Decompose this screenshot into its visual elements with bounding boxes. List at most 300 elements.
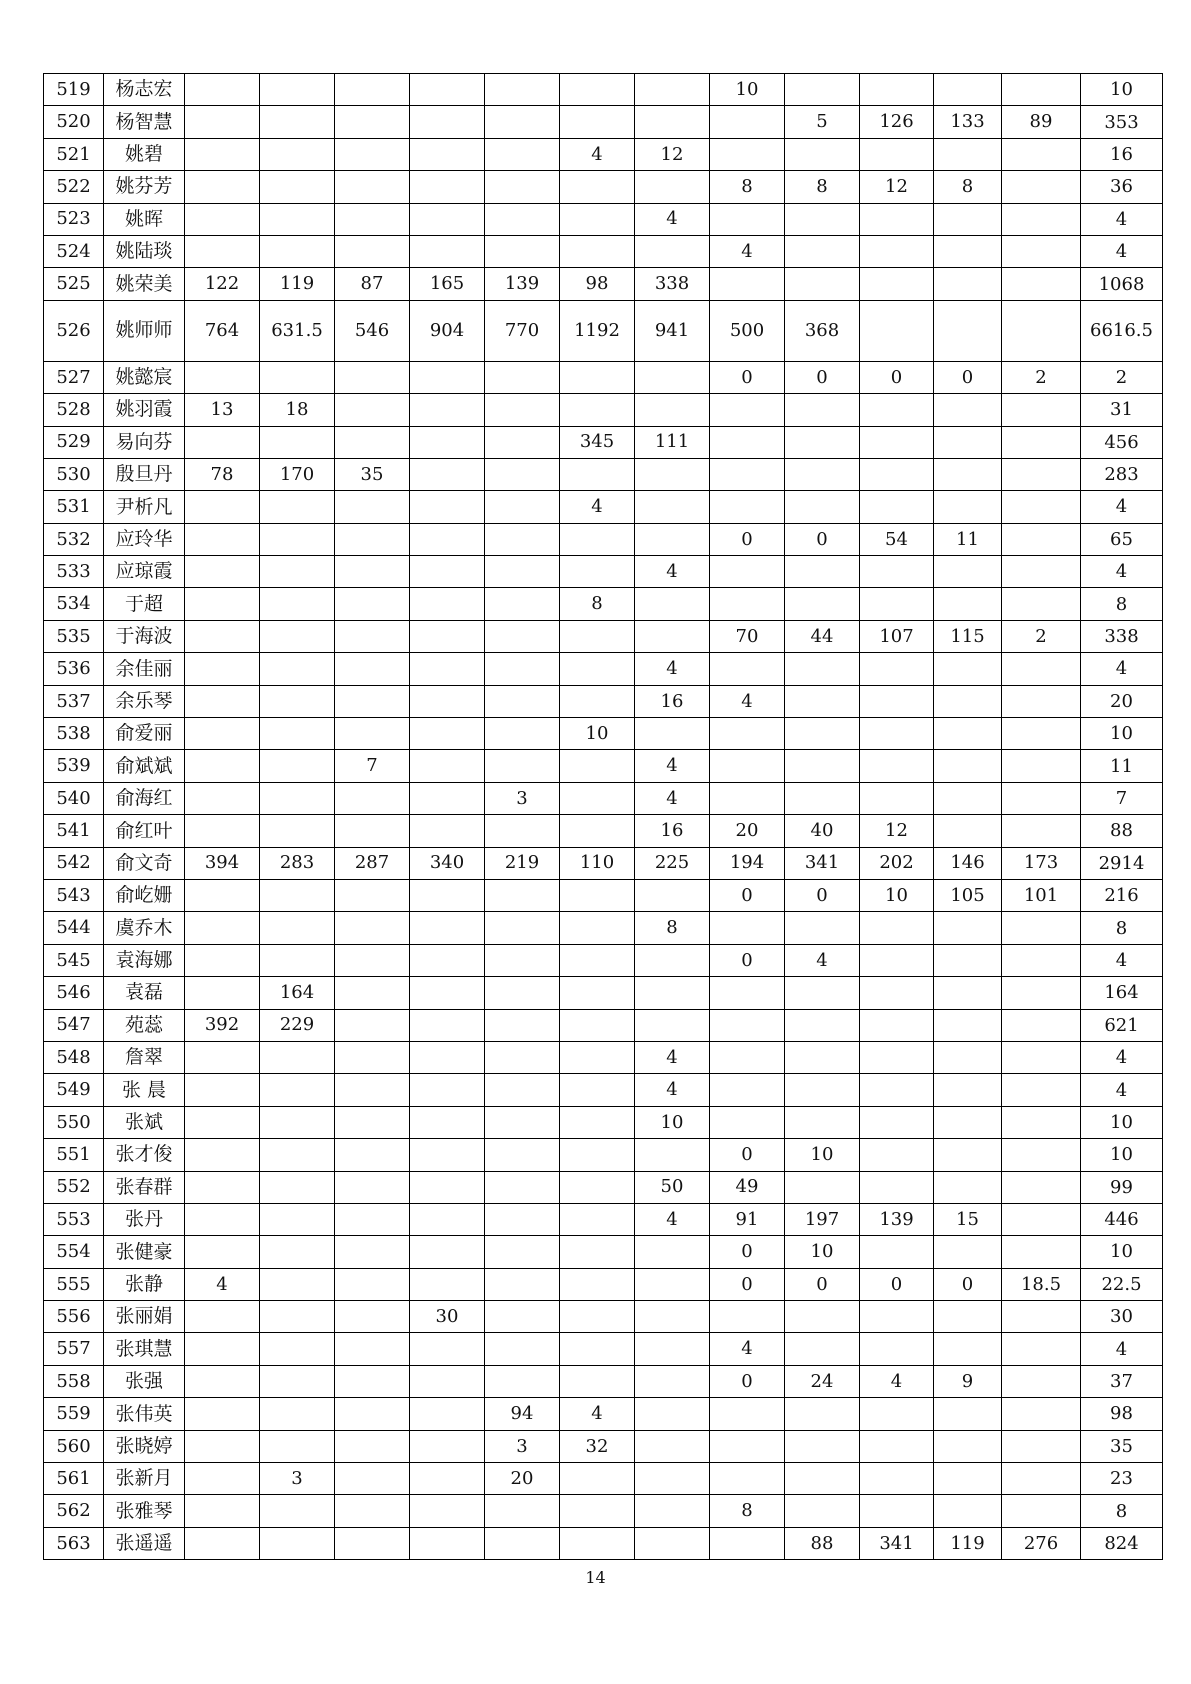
value-cell bbox=[635, 1236, 710, 1268]
value-cell: 133 bbox=[934, 106, 1002, 138]
value-cell bbox=[335, 1398, 410, 1430]
value-cell: 4 bbox=[635, 1203, 710, 1235]
value-cell: 287 bbox=[335, 847, 410, 879]
value-cell bbox=[934, 912, 1002, 944]
value-cell bbox=[785, 782, 860, 814]
value-cell bbox=[785, 750, 860, 782]
value-cell: 368 bbox=[785, 300, 860, 361]
total-cell: 16 bbox=[1081, 138, 1163, 170]
value-cell bbox=[1002, 1236, 1081, 1268]
value-cell bbox=[785, 138, 860, 170]
value-cell bbox=[934, 782, 1002, 814]
value-cell bbox=[860, 588, 934, 620]
value-cell bbox=[335, 74, 410, 106]
value-cell bbox=[635, 1527, 710, 1559]
value-cell: 0 bbox=[710, 1236, 785, 1268]
value-cell: 101 bbox=[1002, 879, 1081, 911]
name-cell: 张 晨 bbox=[104, 1074, 185, 1106]
name-cell: 张丹 bbox=[104, 1203, 185, 1235]
value-cell bbox=[410, 74, 485, 106]
total-cell: 4 bbox=[1081, 1074, 1163, 1106]
value-cell: 4 bbox=[785, 944, 860, 976]
value-cell bbox=[485, 1301, 560, 1333]
value-cell bbox=[785, 1398, 860, 1430]
value-cell bbox=[710, 653, 785, 685]
value-cell bbox=[185, 1365, 260, 1397]
value-cell bbox=[860, 750, 934, 782]
total-cell: 353 bbox=[1081, 106, 1163, 138]
table-row bbox=[44, 1333, 1163, 1365]
value-cell bbox=[785, 912, 860, 944]
value-cell bbox=[260, 1333, 335, 1365]
value-cell bbox=[1002, 138, 1081, 170]
value-cell: 139 bbox=[485, 268, 560, 300]
total-cell: 20 bbox=[1081, 685, 1163, 717]
value-cell bbox=[934, 815, 1002, 847]
value-cell bbox=[485, 718, 560, 750]
value-cell bbox=[860, 1495, 934, 1527]
value-cell bbox=[485, 1203, 560, 1235]
value-cell bbox=[560, 203, 635, 235]
value-cell bbox=[560, 1301, 635, 1333]
value-cell: 0 bbox=[710, 879, 785, 911]
value-cell bbox=[785, 718, 860, 750]
name-cell: 张丽娟 bbox=[104, 1301, 185, 1333]
value-cell bbox=[1002, 426, 1081, 458]
total-cell: 23 bbox=[1081, 1463, 1163, 1495]
row-number-cell: 523 bbox=[44, 203, 104, 235]
table-row bbox=[44, 203, 1163, 235]
value-cell: 16 bbox=[635, 685, 710, 717]
name-cell: 张静 bbox=[104, 1268, 185, 1300]
value-cell bbox=[185, 1333, 260, 1365]
value-cell bbox=[335, 1527, 410, 1559]
value-cell: 8 bbox=[785, 171, 860, 203]
row-number-cell: 549 bbox=[44, 1074, 104, 1106]
total-cell: 37 bbox=[1081, 1365, 1163, 1397]
value-cell bbox=[635, 74, 710, 106]
total-cell: 283 bbox=[1081, 458, 1163, 490]
row-number-cell: 530 bbox=[44, 458, 104, 490]
value-cell bbox=[934, 491, 1002, 523]
total-cell: 10 bbox=[1081, 1236, 1163, 1268]
value-cell bbox=[1002, 1430, 1081, 1462]
value-cell bbox=[260, 1365, 335, 1397]
row-number-cell: 557 bbox=[44, 1333, 104, 1365]
value-cell bbox=[260, 1301, 335, 1333]
value-cell: 202 bbox=[860, 847, 934, 879]
name-cell: 姚碧 bbox=[104, 138, 185, 170]
value-cell bbox=[485, 1139, 560, 1171]
value-cell bbox=[335, 171, 410, 203]
name-cell: 詹翠 bbox=[104, 1041, 185, 1073]
value-cell bbox=[860, 235, 934, 267]
value-cell bbox=[635, 1365, 710, 1397]
value-cell bbox=[860, 1106, 934, 1138]
value-cell bbox=[335, 977, 410, 1009]
total-cell: 36 bbox=[1081, 171, 1163, 203]
value-cell bbox=[335, 523, 410, 555]
value-cell: 40 bbox=[785, 815, 860, 847]
row-number-cell: 554 bbox=[44, 1236, 104, 1268]
value-cell bbox=[710, 556, 785, 588]
value-cell bbox=[485, 458, 560, 490]
row-number-cell: 546 bbox=[44, 977, 104, 1009]
row-number-cell: 552 bbox=[44, 1171, 104, 1203]
value-cell: 119 bbox=[260, 268, 335, 300]
value-cell bbox=[260, 556, 335, 588]
value-cell bbox=[934, 1236, 1002, 1268]
name-cell: 于超 bbox=[104, 588, 185, 620]
value-cell: 4 bbox=[635, 1041, 710, 1073]
value-cell bbox=[185, 556, 260, 588]
table-row bbox=[44, 394, 1163, 426]
table-row bbox=[44, 138, 1163, 170]
total-cell: 11 bbox=[1081, 750, 1163, 782]
table-row bbox=[44, 268, 1163, 300]
value-cell bbox=[1002, 782, 1081, 814]
total-cell: 1068 bbox=[1081, 268, 1163, 300]
value-cell: 276 bbox=[1002, 1527, 1081, 1559]
value-cell bbox=[710, 138, 785, 170]
name-cell: 袁磊 bbox=[104, 977, 185, 1009]
value-cell bbox=[485, 588, 560, 620]
total-cell: 4 bbox=[1081, 653, 1163, 685]
table-row bbox=[44, 653, 1163, 685]
name-cell: 姚师师 bbox=[104, 300, 185, 361]
table-row bbox=[44, 782, 1163, 814]
value-cell bbox=[934, 268, 1002, 300]
value-cell: 18.5 bbox=[1002, 1268, 1081, 1300]
value-cell: 225 bbox=[635, 847, 710, 879]
value-cell bbox=[1002, 1041, 1081, 1073]
value-cell bbox=[335, 1236, 410, 1268]
value-cell bbox=[485, 394, 560, 426]
row-number-cell: 562 bbox=[44, 1495, 104, 1527]
value-cell bbox=[410, 1106, 485, 1138]
value-cell bbox=[335, 685, 410, 717]
value-cell bbox=[560, 1268, 635, 1300]
value-cell bbox=[335, 1074, 410, 1106]
value-cell: 770 bbox=[485, 300, 560, 361]
value-cell bbox=[710, 1074, 785, 1106]
value-cell bbox=[710, 1106, 785, 1138]
name-cell: 张才俊 bbox=[104, 1139, 185, 1171]
value-cell bbox=[185, 685, 260, 717]
value-cell bbox=[335, 491, 410, 523]
value-cell bbox=[710, 782, 785, 814]
row-number-cell: 519 bbox=[44, 74, 104, 106]
value-cell bbox=[860, 426, 934, 458]
value-cell bbox=[635, 491, 710, 523]
value-cell bbox=[485, 944, 560, 976]
row-number-cell: 528 bbox=[44, 394, 104, 426]
value-cell bbox=[635, 361, 710, 393]
row-number-cell: 563 bbox=[44, 1527, 104, 1559]
value-cell bbox=[335, 782, 410, 814]
value-cell bbox=[860, 1009, 934, 1041]
value-cell bbox=[860, 718, 934, 750]
value-cell: 44 bbox=[785, 620, 860, 652]
value-cell bbox=[934, 426, 1002, 458]
value-cell bbox=[410, 203, 485, 235]
value-cell bbox=[260, 718, 335, 750]
value-cell bbox=[335, 653, 410, 685]
value-cell bbox=[335, 588, 410, 620]
row-number-cell: 525 bbox=[44, 268, 104, 300]
value-cell bbox=[635, 1301, 710, 1333]
value-cell bbox=[335, 879, 410, 911]
value-cell bbox=[410, 588, 485, 620]
value-cell bbox=[710, 1430, 785, 1462]
value-cell bbox=[410, 685, 485, 717]
value-cell bbox=[485, 106, 560, 138]
value-cell bbox=[635, 1333, 710, 1365]
value-cell: 904 bbox=[410, 300, 485, 361]
value-cell bbox=[410, 653, 485, 685]
total-cell: 456 bbox=[1081, 426, 1163, 458]
value-cell bbox=[335, 718, 410, 750]
value-cell bbox=[410, 1365, 485, 1397]
value-cell bbox=[560, 1495, 635, 1527]
value-cell bbox=[934, 1139, 1002, 1171]
value-cell bbox=[934, 556, 1002, 588]
value-cell: 4 bbox=[710, 685, 785, 717]
row-number-cell: 538 bbox=[44, 718, 104, 750]
value-cell bbox=[260, 588, 335, 620]
name-cell: 姚晖 bbox=[104, 203, 185, 235]
table-row bbox=[44, 556, 1163, 588]
value-cell bbox=[410, 1041, 485, 1073]
value-cell bbox=[410, 556, 485, 588]
value-cell bbox=[560, 74, 635, 106]
table-row bbox=[44, 171, 1163, 203]
table-row bbox=[44, 1106, 1163, 1138]
name-cell: 姚芬芳 bbox=[104, 171, 185, 203]
total-cell: 4 bbox=[1081, 944, 1163, 976]
value-cell bbox=[410, 977, 485, 1009]
row-number-cell: 531 bbox=[44, 491, 104, 523]
value-cell bbox=[485, 556, 560, 588]
total-cell: 338 bbox=[1081, 620, 1163, 652]
value-cell bbox=[560, 235, 635, 267]
value-cell bbox=[560, 1074, 635, 1106]
total-cell: 164 bbox=[1081, 977, 1163, 1009]
value-cell: 8 bbox=[934, 171, 1002, 203]
value-cell bbox=[260, 203, 335, 235]
name-cell: 杨智慧 bbox=[104, 106, 185, 138]
value-cell bbox=[860, 1463, 934, 1495]
value-cell bbox=[1002, 1463, 1081, 1495]
value-cell bbox=[1002, 523, 1081, 555]
value-cell bbox=[860, 1398, 934, 1430]
row-number-cell: 547 bbox=[44, 1009, 104, 1041]
value-cell bbox=[1002, 74, 1081, 106]
name-cell: 俞屹姗 bbox=[104, 879, 185, 911]
value-cell bbox=[410, 1430, 485, 1462]
value-cell bbox=[485, 1365, 560, 1397]
value-cell bbox=[485, 1171, 560, 1203]
total-cell: 446 bbox=[1081, 1203, 1163, 1235]
value-cell bbox=[785, 653, 860, 685]
value-cell: 87 bbox=[335, 268, 410, 300]
value-cell: 11 bbox=[934, 523, 1002, 555]
value-cell: 0 bbox=[710, 1268, 785, 1300]
value-cell bbox=[934, 1495, 1002, 1527]
value-cell bbox=[860, 203, 934, 235]
value-cell bbox=[485, 235, 560, 267]
value-cell bbox=[635, 588, 710, 620]
value-cell bbox=[1002, 300, 1081, 361]
value-cell bbox=[635, 523, 710, 555]
value-cell: 15 bbox=[934, 1203, 1002, 1235]
value-cell bbox=[485, 491, 560, 523]
value-cell bbox=[860, 394, 934, 426]
value-cell bbox=[635, 620, 710, 652]
value-cell bbox=[260, 1041, 335, 1073]
row-number-cell: 558 bbox=[44, 1365, 104, 1397]
value-cell bbox=[560, 977, 635, 1009]
name-cell: 易向芬 bbox=[104, 426, 185, 458]
value-cell bbox=[485, 426, 560, 458]
value-cell bbox=[1002, 1009, 1081, 1041]
value-cell bbox=[1002, 1106, 1081, 1138]
name-cell: 俞爱丽 bbox=[104, 718, 185, 750]
value-cell bbox=[260, 235, 335, 267]
value-cell bbox=[560, 1333, 635, 1365]
table-row bbox=[44, 847, 1163, 879]
value-cell bbox=[1002, 1171, 1081, 1203]
value-cell bbox=[260, 653, 335, 685]
value-cell bbox=[335, 1139, 410, 1171]
row-number-cell: 545 bbox=[44, 944, 104, 976]
value-cell bbox=[185, 491, 260, 523]
row-number-cell: 533 bbox=[44, 556, 104, 588]
name-cell: 于海波 bbox=[104, 620, 185, 652]
value-cell bbox=[410, 235, 485, 267]
row-number-cell: 560 bbox=[44, 1430, 104, 1462]
value-cell bbox=[710, 588, 785, 620]
row-number-cell: 536 bbox=[44, 653, 104, 685]
table-row bbox=[44, 106, 1163, 138]
value-cell bbox=[785, 458, 860, 490]
name-cell: 俞海红 bbox=[104, 782, 185, 814]
value-cell: 4 bbox=[560, 138, 635, 170]
value-cell bbox=[260, 1398, 335, 1430]
value-cell bbox=[485, 203, 560, 235]
row-number-cell: 526 bbox=[44, 300, 104, 361]
row-number-cell: 542 bbox=[44, 847, 104, 879]
value-cell bbox=[934, 1009, 1002, 1041]
value-cell bbox=[785, 556, 860, 588]
value-cell bbox=[260, 815, 335, 847]
value-cell bbox=[410, 138, 485, 170]
value-cell bbox=[560, 815, 635, 847]
value-cell: 4 bbox=[635, 750, 710, 782]
table-row bbox=[44, 1365, 1163, 1397]
value-cell bbox=[185, 620, 260, 652]
value-cell bbox=[410, 912, 485, 944]
value-cell bbox=[1002, 912, 1081, 944]
value-cell bbox=[860, 1333, 934, 1365]
value-cell bbox=[860, 977, 934, 1009]
value-cell bbox=[934, 74, 1002, 106]
table-row bbox=[44, 815, 1163, 847]
value-cell bbox=[860, 138, 934, 170]
value-cell bbox=[710, 1301, 785, 1333]
value-cell bbox=[485, 750, 560, 782]
value-cell bbox=[785, 394, 860, 426]
value-cell bbox=[335, 1106, 410, 1138]
value-cell bbox=[485, 620, 560, 652]
value-cell bbox=[410, 1139, 485, 1171]
value-cell bbox=[1002, 394, 1081, 426]
value-cell bbox=[934, 750, 1002, 782]
value-cell: 0 bbox=[710, 1139, 785, 1171]
value-cell bbox=[485, 74, 560, 106]
value-cell bbox=[560, 1041, 635, 1073]
value-cell bbox=[560, 556, 635, 588]
value-cell bbox=[1002, 1139, 1081, 1171]
value-cell bbox=[260, 171, 335, 203]
value-cell bbox=[785, 1009, 860, 1041]
row-number-cell: 548 bbox=[44, 1041, 104, 1073]
value-cell bbox=[635, 1009, 710, 1041]
value-cell bbox=[410, 491, 485, 523]
value-cell bbox=[710, 977, 785, 1009]
table-row bbox=[44, 879, 1163, 911]
name-cell: 余乐琴 bbox=[104, 685, 185, 717]
value-cell bbox=[185, 1171, 260, 1203]
name-cell: 余佳丽 bbox=[104, 653, 185, 685]
value-cell bbox=[1002, 653, 1081, 685]
table-row bbox=[44, 361, 1163, 393]
name-cell: 张雅琴 bbox=[104, 1495, 185, 1527]
value-cell bbox=[635, 1463, 710, 1495]
value-cell bbox=[785, 1041, 860, 1073]
value-cell: 10 bbox=[785, 1139, 860, 1171]
value-cell bbox=[860, 1074, 934, 1106]
value-cell bbox=[934, 718, 1002, 750]
value-cell bbox=[1002, 944, 1081, 976]
value-cell: 89 bbox=[1002, 106, 1081, 138]
value-cell: 10 bbox=[560, 718, 635, 750]
total-cell: 31 bbox=[1081, 394, 1163, 426]
value-cell bbox=[485, 138, 560, 170]
name-cell: 张遥遥 bbox=[104, 1527, 185, 1559]
value-cell bbox=[560, 685, 635, 717]
value-cell bbox=[1002, 1398, 1081, 1430]
value-cell: 94 bbox=[485, 1398, 560, 1430]
value-cell: 4 bbox=[635, 1074, 710, 1106]
value-cell bbox=[485, 1106, 560, 1138]
row-number-cell: 532 bbox=[44, 523, 104, 555]
value-cell bbox=[710, 106, 785, 138]
value-cell bbox=[185, 944, 260, 976]
total-cell: 10 bbox=[1081, 74, 1163, 106]
value-cell bbox=[260, 106, 335, 138]
value-cell bbox=[934, 944, 1002, 976]
value-cell bbox=[860, 556, 934, 588]
value-cell bbox=[560, 523, 635, 555]
value-cell bbox=[785, 1463, 860, 1495]
value-cell bbox=[485, 523, 560, 555]
value-cell: 283 bbox=[260, 847, 335, 879]
value-cell bbox=[260, 74, 335, 106]
value-cell bbox=[485, 1009, 560, 1041]
value-cell bbox=[934, 1463, 1002, 1495]
name-cell: 张新月 bbox=[104, 1463, 185, 1495]
